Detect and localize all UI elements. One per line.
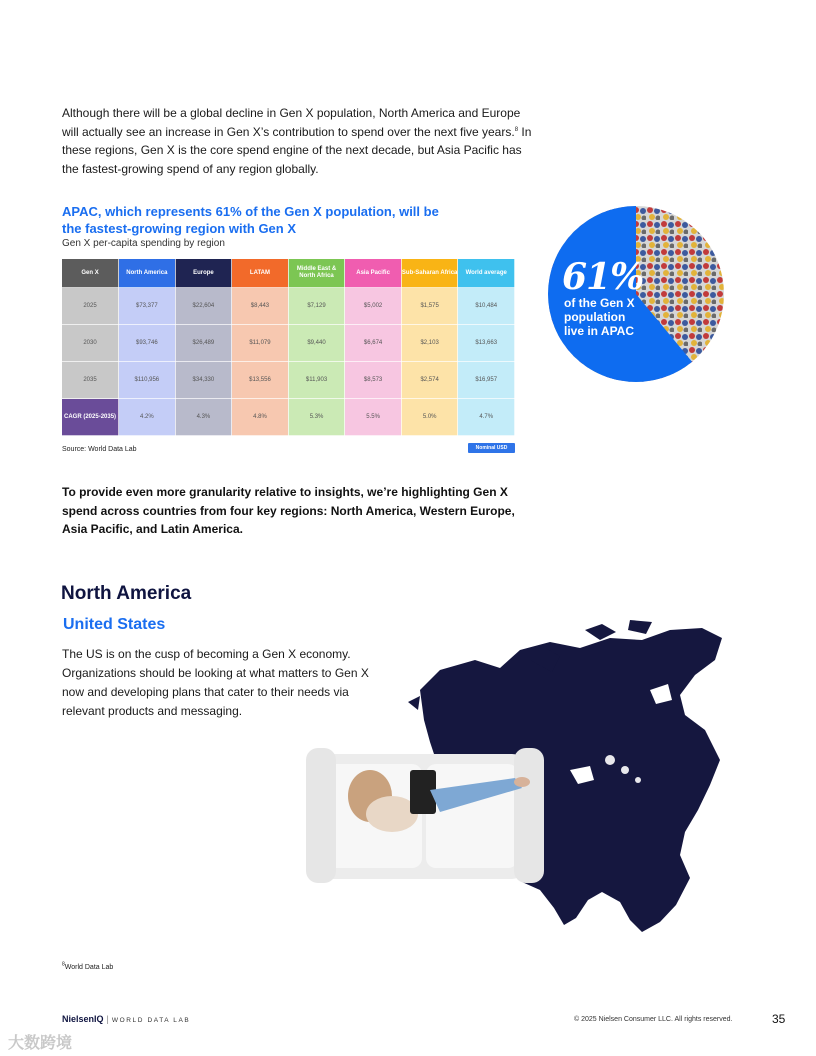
table-cell: $10,484: [458, 288, 515, 325]
table-cell: $11,903: [288, 362, 345, 399]
intro-paragraph: Although there will be a global decline in Gen X population, North America and Europe will actually see an increase in Gen X’s contribution to spend over the next five years.$^8$ In these regions, Gen X is the core spend engine of the next decade, but Asia Pacific has the fastest-growing spend of any region globally.: [62, 106, 532, 176]
table-cell: $13,556: [232, 362, 289, 399]
row-label-cell: 2030: [62, 325, 119, 362]
country-heading: United States: [63, 616, 166, 633]
table-cell: $1,575: [401, 288, 458, 325]
table-cell: $110,956: [119, 362, 176, 399]
footnote: $^8$World Data Lab: [62, 961, 114, 971]
nominal-usd-badge: Nominal USD: [468, 443, 515, 453]
table-row: [62, 325, 515, 362]
row-label-cell: 2025: [62, 288, 119, 325]
chart-title: APAC, which represents 61% of the Gen X population, will be the fastest-growing region with Gen X: [62, 204, 439, 236]
stat-value: 61%: [562, 256, 644, 298]
table-cell: $26,489: [175, 325, 232, 362]
table-cell: $8,573: [345, 362, 402, 399]
table-row: [62, 399, 515, 436]
person-on-sofa-photo: [300, 748, 550, 888]
row-label-cell: 2035: [62, 362, 119, 399]
table-cell: 4.7%: [458, 399, 515, 436]
table-cell: 5.0%: [401, 399, 458, 436]
table-cell: $2,103: [401, 325, 458, 362]
table-cell: $16,957: [458, 362, 515, 399]
highlight-paragraph: To provide even more granularity relative to insights, we’re highlighting Gen X spend across countries from four key regions: North America, Western Europe, Asia Pacific, and Latin America.: [62, 485, 515, 536]
table-cell: 5.3%: [288, 399, 345, 436]
table-cell: $13,663: [458, 325, 515, 362]
table-body: [62, 288, 515, 436]
column-header: Asia Pacific: [345, 259, 402, 288]
table-cell: $11,079: [232, 325, 289, 362]
page-number: 35: [772, 1012, 786, 1026]
column-header: Sub-Saharan Africa: [401, 259, 458, 288]
table-cell: $9,440: [288, 325, 345, 362]
table-cell: 5.5%: [345, 399, 402, 436]
column-header: Middle East & North Africa: [288, 259, 345, 288]
table-cell: $73,377: [119, 288, 176, 325]
table-cell: 4.8%: [232, 399, 289, 436]
table-cell: 4.3%: [175, 399, 232, 436]
column-header: North America: [119, 259, 176, 288]
copyright: © 2025 Nielsen Consumer LLC. All rights reserved.: [574, 1016, 733, 1023]
footnote-ref: 8: [514, 126, 519, 133]
table-cell: $7,129: [288, 288, 345, 325]
world-data-lab-logo: WORLD DATA LAB: [111, 1017, 191, 1024]
column-header: Gen X: [62, 259, 119, 288]
nielseniq-logo: NielsenIQ: [62, 1014, 104, 1024]
footer-logo: [62, 1014, 190, 1024]
table-row: [62, 362, 515, 399]
source-note: Source: World Data Lab: [62, 446, 137, 453]
table-cell: 4.2%: [119, 399, 176, 436]
watermark: 大数跨境: [8, 1035, 73, 1052]
table-header-row: [62, 259, 515, 288]
table-cell: $5,002: [345, 288, 402, 325]
column-header: LATAM: [232, 259, 289, 288]
table-cell: $34,330: [175, 362, 232, 399]
table-cell: $22,604: [175, 288, 232, 325]
chart-subtitle: Gen X per-capita spending by region: [62, 238, 225, 249]
logo-divider: |: [106, 1014, 109, 1024]
table-row: [62, 288, 515, 325]
table-cell: $8,443: [232, 288, 289, 325]
table-cell: $93,746: [119, 325, 176, 362]
region-heading: North America: [61, 583, 192, 604]
table-cell: $2,574: [401, 362, 458, 399]
row-label-cell: CAGR (2025-2035): [62, 399, 119, 436]
table-cell: $6,674: [345, 325, 402, 362]
column-header: Europe: [175, 259, 232, 288]
us-paragraph: The US is on the cusp of becoming a Gen X economy. Organizations should be looking at what matters to Gen X now and developing plans that cater to their needs via relevant products and messaging.: [62, 647, 369, 718]
spending-table: [62, 259, 515, 436]
column-header: World average: [458, 259, 515, 288]
stat-label: of the Gen X population live in APAC: [564, 296, 635, 338]
